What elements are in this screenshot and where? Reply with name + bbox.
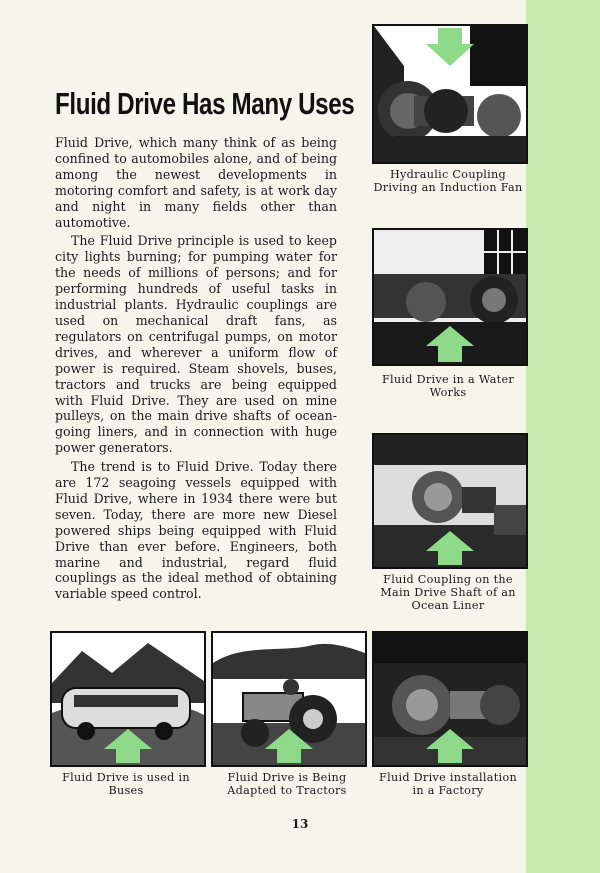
caption-induction-fan: Hydraulic Coupling Driving an Induction Fan — [373, 168, 523, 194]
page-title: Fluid Drive Has Many Uses — [55, 86, 355, 121]
caption-ocean-liner: Fluid Coupling on the Main Drive Shaft of an Ocean Liner — [380, 573, 516, 612]
page-number: 13 — [291, 817, 309, 831]
bus-illustration — [50, 631, 206, 767]
water-works-illustration — [372, 228, 528, 366]
ocean-liner-illustration — [372, 433, 528, 569]
caption-buses: Fluid Drive is used in Buses — [62, 771, 190, 797]
induction-fan-illustration — [372, 24, 528, 164]
green-margin-strip — [526, 0, 600, 873]
tractor-illustration — [211, 631, 367, 767]
caption-factory: Fluid Drive installation in a Factory — [379, 771, 517, 797]
factory-illustration — [372, 631, 528, 767]
paragraph-2: The Fluid Drive principle is used to keep city lights burning; for pumping water for the needs of millions of persons; and for performing hundreds of useful tasks in industrial plants. Hydraulic couplings are used on mechanical draft fans, as regulators on centrifugal pumps, on motor drives, and wherever a uniform flow of power is required. Steam shovels, buses, tractors and trucks are being equipped with Fluid Drive. They are used on mine pulleys, on the main drive shafts of ocean-going liners, and in connection with huge power generators. — [55, 233, 337, 456]
paragraph-1: Fluid Drive, which many think of as being confined to automobiles alone, and of being among the newest developments in motoring comfort and safety, is at work day and night in many fields other than automotive. — [55, 135, 337, 230]
article-body — [55, 135, 337, 602]
caption-water-works: Fluid Drive in a Water Works — [381, 373, 515, 399]
paragraph-3: The trend is to Fluid Drive. Today there are 172 seagoing vessels equipped with Fluid Drive, where in 1934 there were but seven. Today, there are more new Diesel powered ships being equipped with Fluid Drive than ever before. Engineers, both marine and industrial, regard fluid couplings as the ideal method of obtaining variable speed control. — [55, 459, 337, 602]
caption-tractors: Fluid Drive is Being Adapted to Tractors — [227, 771, 347, 797]
